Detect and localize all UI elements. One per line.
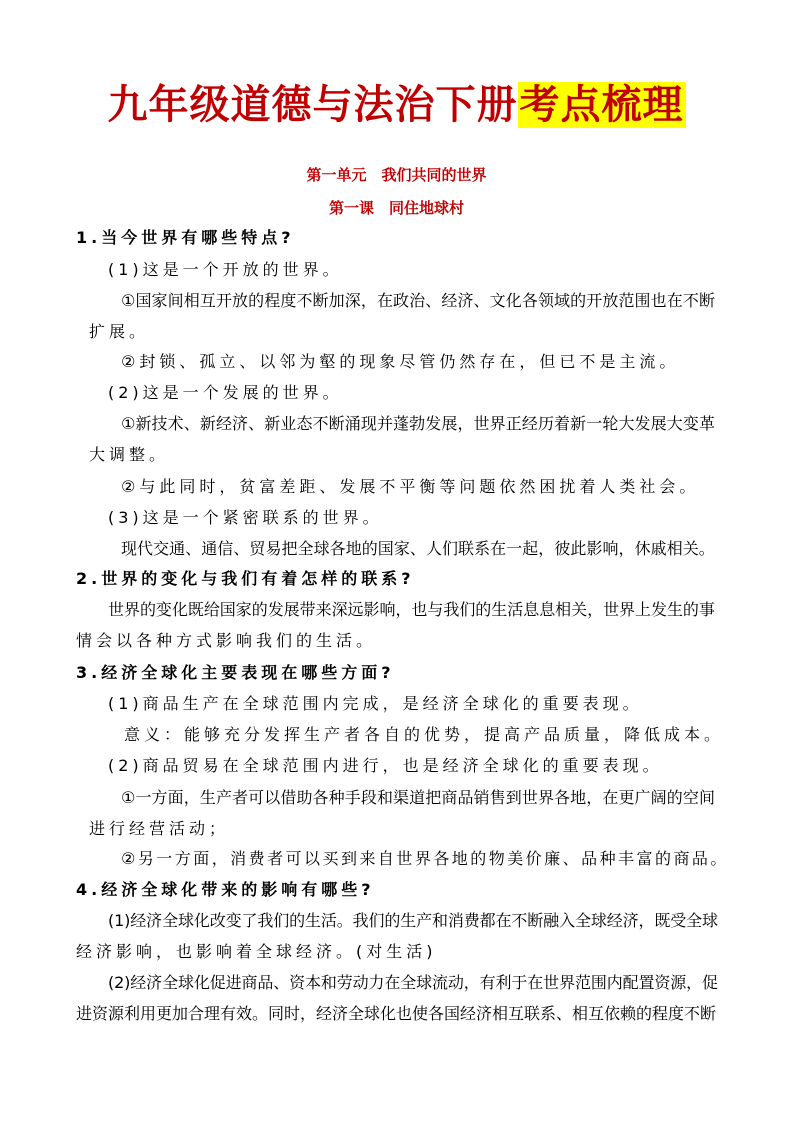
text-line: ①国家间相互开放的程度不断加深，在政治、经济、文化各领域的开放范围也在不断 [121,291,716,310]
text-line: 现代交通、通信、贸易把全球各地的国家、人们联系在一起，彼此影响，休戚相关。 [121,539,715,558]
text-line: ①一方面，生产者可以借助各种手段和渠道把商品销售到世界各地，在更广阔的空间 [121,788,716,807]
title-highlight: 考点梳理 [519,82,684,128]
text-line: 进资源利用更加合理有效。同时，经济全球化也使各国经济相互联系、相互依赖的程度不断 [76,1004,717,1023]
lesson-heading: 第一课 同住地球村 [328,199,464,217]
question-heading: 2.世界的变化与我们有着怎样的联系? [76,569,415,588]
text-line: ①新技术、新经济、新业态不断涌现并蓬勃发展，世界正经历着新一轮大发展大变革 [121,414,716,433]
text-line: (2)商品贸易在全球范围内进行，也是经济全球化的重要表现。 [108,756,663,775]
title-main: 九年级道德与法治下册 [107,82,518,128]
text-line: 进行经营活动； [89,819,230,838]
text-line: (1)经济全球化改变了我们的生活。我们的生产和消费都在不断融入全球经济，既受全球 [108,911,718,930]
document-title [0,74,793,136]
question-heading: 4.经济全球化带来的影响有哪些? [76,880,375,899]
text-line: 世界的变化既给国家的发展带来深远影响，也与我们的生活息息相关，世界上发生的事 [108,600,715,619]
text-line: (2)这是一个发展的世界。 [108,383,343,402]
text-line: ②封锁、孤立、以邻为壑的现象尽管仍然存在，但已不是主流。 [121,352,680,371]
text-line: 情会以各种方式影响我们的生活。 [76,631,377,650]
text-line: (1)商品生产在全球范围内完成，是经济全球化的重要表现。 [108,694,643,713]
question-heading: 1.当今世界有哪些特点? [76,228,295,247]
text-line: (2)经济全球化促进商品、资本和劳动力在全球流动，有利于在世界范围内配置资源，促 [108,973,718,992]
question-heading: 3.经济全球化主要表现在哪些方面? [76,663,395,682]
text-line: 经济影响，也影响着全球经济。(对生活) [76,942,437,961]
unit-heading: 第一单元 我们共同的世界 [306,166,487,184]
text-line: (1)这是一个开放的世界。 [108,260,343,279]
text-line: (3)这是一个紧密联系的世界。 [108,508,383,527]
text-line: 意义：能够充分发挥生产者各自的优势，提高产品质量，降低成本。 [124,725,725,744]
text-line: ②另一方面，消费者可以买到来自世界各地的物美价廉、品种丰富的商品。 [121,849,729,868]
text-line: ②与此同时，贫富差距、发展不平衡等问题依然困扰着人类社会。 [121,477,700,496]
text-line: 扩展。 [89,322,150,341]
text-line: 大调整。 [89,445,170,464]
